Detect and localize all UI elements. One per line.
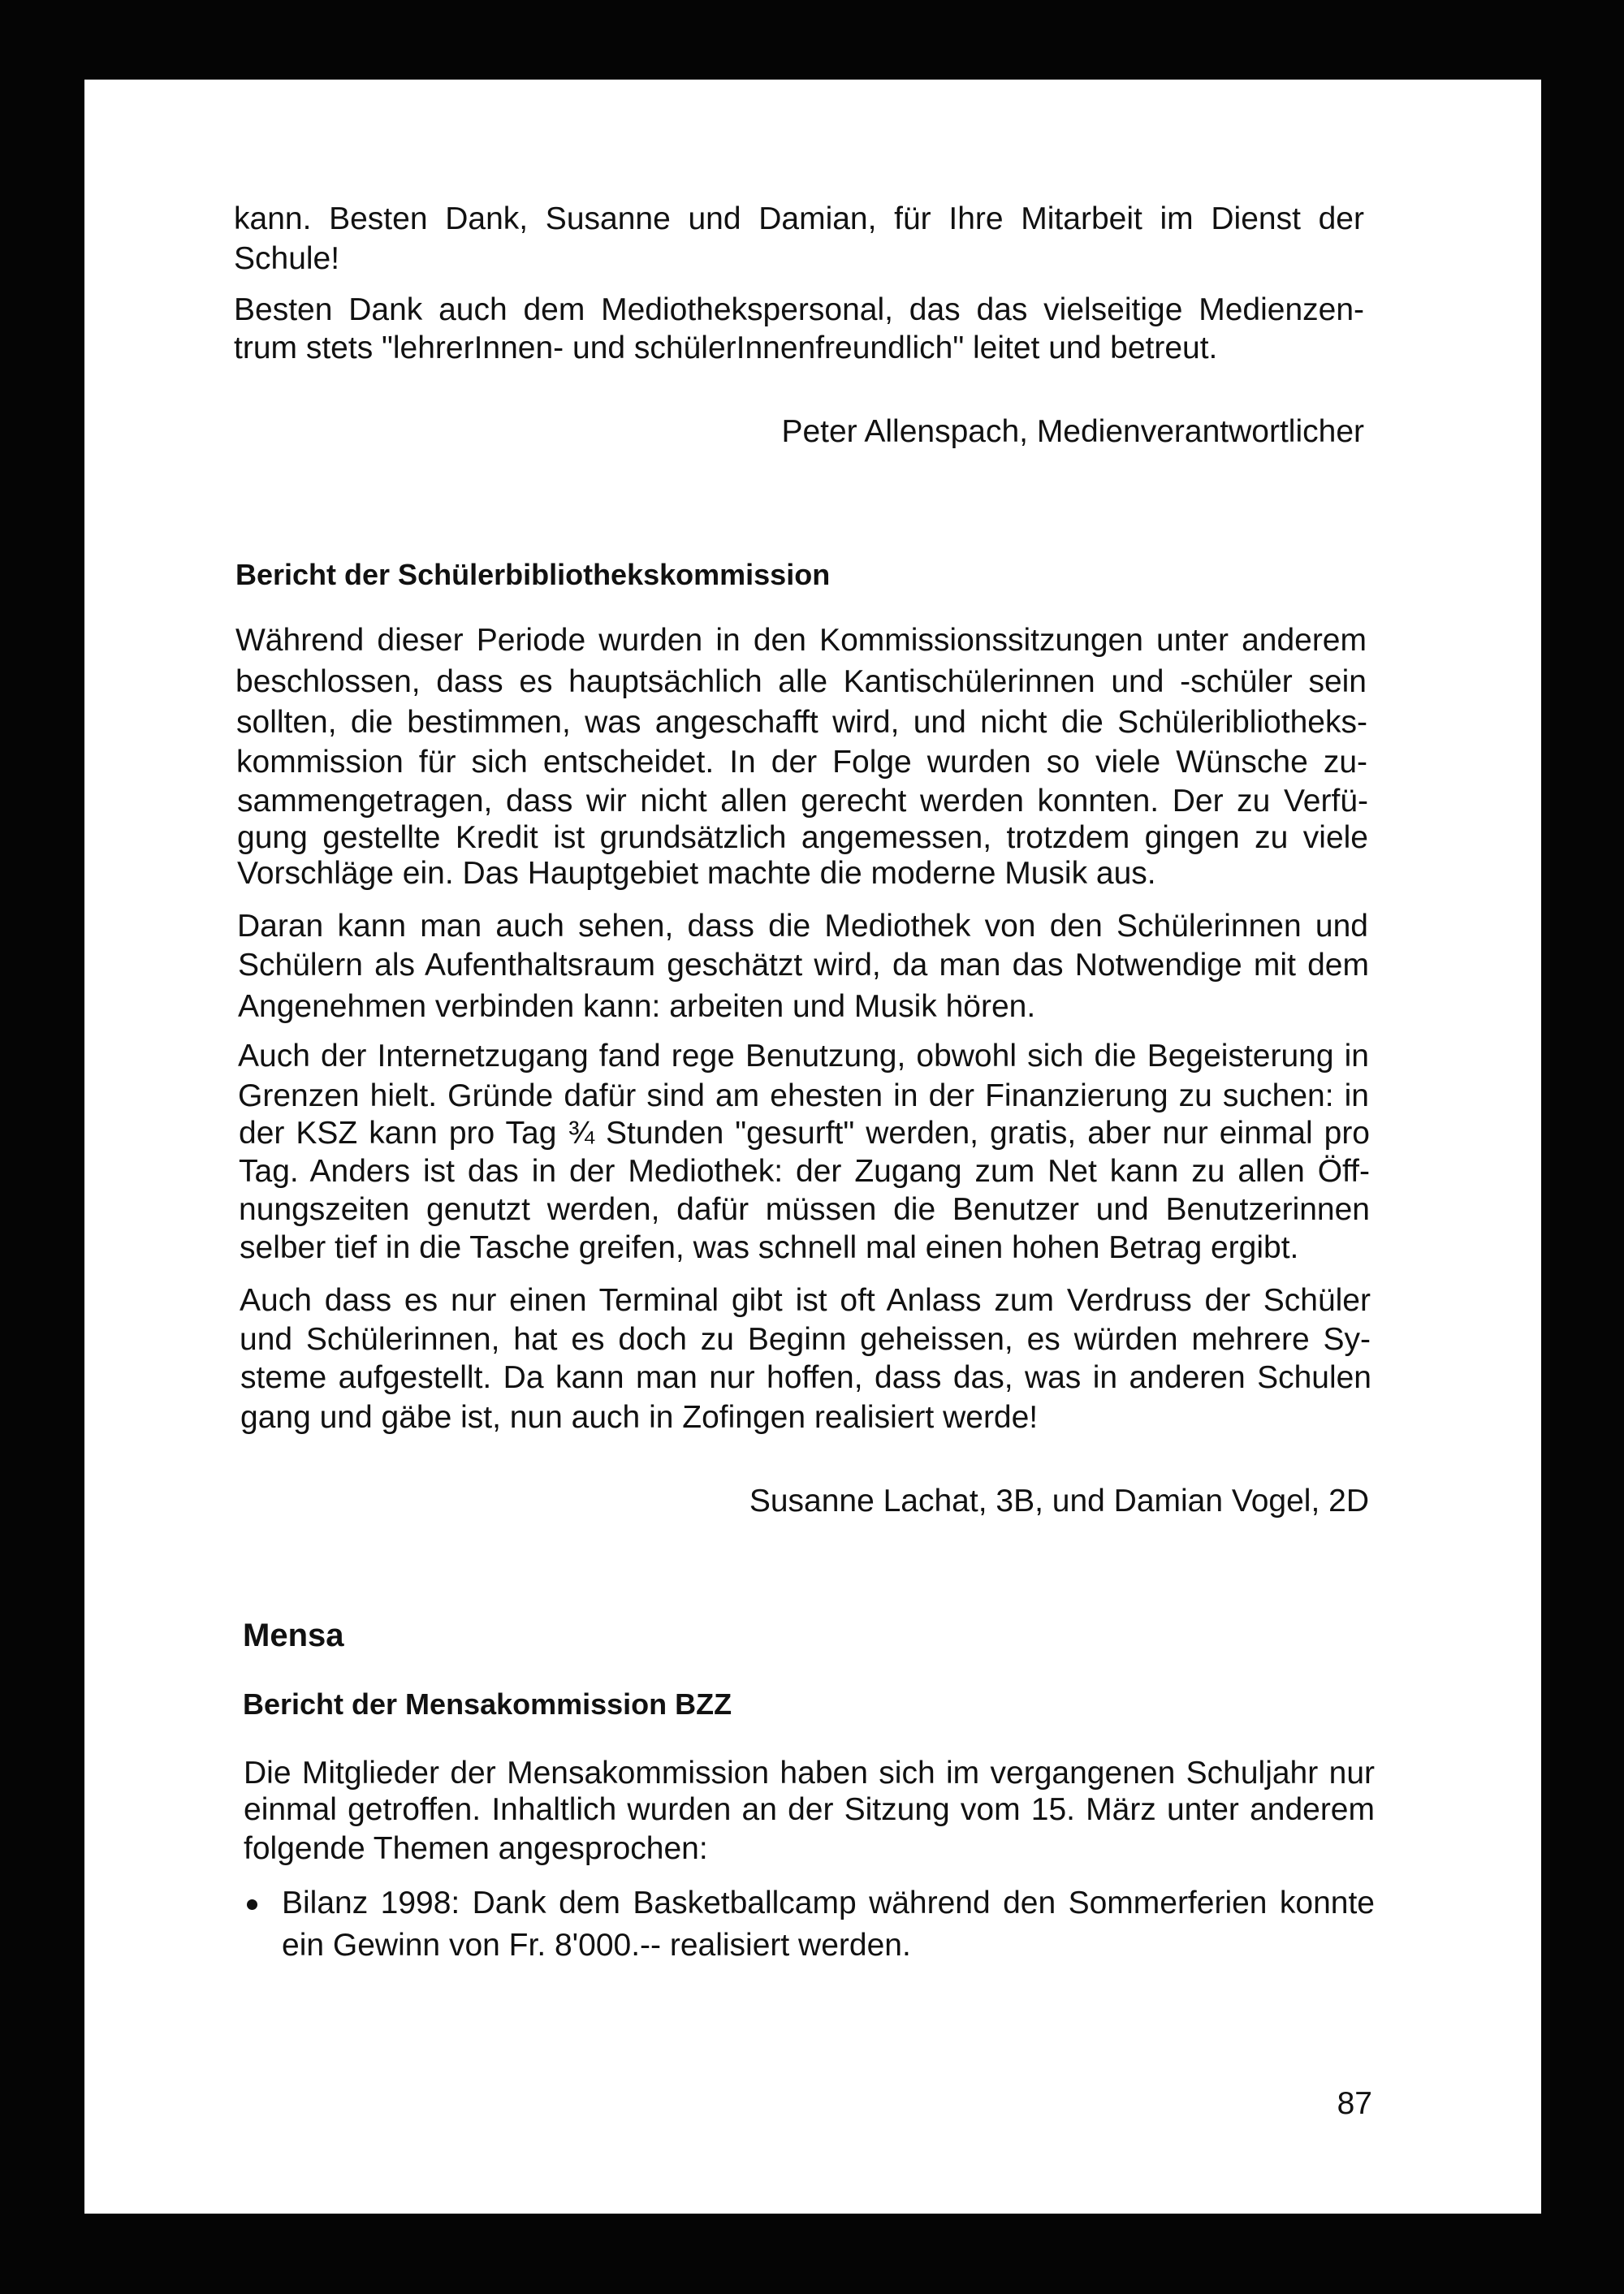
- list-item-line: ein Gewinn von Fr. 8'000.-- realisiert werden.: [282, 1928, 911, 1963]
- list-item-line: Bilanz 1998: Dank dem Basketballcamp während den Sommerferien konnte: [282, 1886, 1375, 1920]
- paragraph-line: Tag. Anders ist das in der Mediothek: der Zugang zum Net kann zu allen Öff-: [239, 1154, 1370, 1189]
- paragraph-line: Angenehmen verbinden kann: arbeiten und Musik hören.: [238, 989, 1036, 1024]
- section-title: Mensa: [243, 1618, 344, 1653]
- signature: Susanne Lachat, 3B, und Damian Vogel, 2D: [749, 1484, 1369, 1519]
- paragraph-line: Vorschläge ein. Das Hauptgebiet machte die moderne Musik aus.: [237, 856, 1156, 891]
- paragraph-line: Daran kann man auch sehen, dass die Mediothek von den Schülerinnen und: [237, 909, 1368, 944]
- paragraph-line: gang und gäbe ist, nun auch in Zofingen realisiert werde!: [240, 1400, 1039, 1435]
- paragraph-line: kommission für sich entscheidet. In der Folge wurden so viele Wünsche zu-: [236, 745, 1367, 780]
- section-heading: Bericht der Mensakommission BZZ: [243, 1687, 732, 1721]
- signature: Peter Allenspach, Medienverantwortlicher: [781, 414, 1364, 449]
- paragraph-line: trum stets "lehrerInnen- und schülerInnenfreundlich" leitet und betreut.: [234, 330, 1218, 365]
- paragraph-line: sollten, die bestimmen, was angeschafft wird, und nicht die Schüleribliotheks-: [236, 705, 1367, 740]
- paragraph-line: selber tief in die Tasche greifen, was schnell mal einen hohen Betrag ergibt.: [240, 1230, 1299, 1265]
- paragraph-line: Während dieser Periode wurden in den Kommissionssitzungen unter anderem: [235, 623, 1367, 658]
- section-heading: Bericht der Schülerbibliothekskommission: [235, 558, 831, 591]
- paragraph-line: beschlossen, dass es hauptsächlich alle Kantischülerinnen und -schüler sein: [235, 664, 1367, 699]
- paragraph-line: und Schülerinnen, hat es doch zu Beginn geheissen, es würden mehrere Sy-: [240, 1322, 1371, 1357]
- paragraph-line: steme aufgestellt. Da kann man nur hoffen, dass das, was in anderen Schulen: [240, 1360, 1371, 1395]
- page-number: 87: [1337, 2086, 1372, 2121]
- paragraph-line: Grenzen hielt. Gründe dafür sind am ehesten in der Finanzierung zu suchen: in: [238, 1078, 1369, 1113]
- paragraph-line: Besten Dank auch dem Mediothekspersonal, das das vielseitige Medienzen-: [234, 292, 1364, 327]
- paragraph-line: der KSZ kann pro Tag ¾ Stunden "gesurft" werden, gratis, aber nur einmal pro: [239, 1116, 1370, 1151]
- paragraph-line: Auch dass es nur einen Terminal gibt ist oft Anlass zum Verdruss der Schüler: [240, 1283, 1371, 1318]
- paragraph-line: nungszeiten genutzt werden, dafür müssen die Benutzer und Benutzerinnen: [239, 1192, 1370, 1227]
- paragraph-line: Schule!: [234, 241, 340, 276]
- paragraph-line: Auch der Internetzugang fand rege Benutzung, obwohl sich die Begeisterung in: [238, 1039, 1369, 1074]
- bullet-icon: [247, 1899, 257, 1910]
- paragraph-line: gung gestellte Kredit ist grundsätzlich angemessen, trotzdem gingen zu viele: [237, 820, 1368, 855]
- paragraph-line: kann. Besten Dank, Susanne und Damian, für Ihre Mitarbeit im Dienst der: [234, 201, 1364, 236]
- paragraph-line: Die Mitglieder der Mensakommission haben sich im vergangenen Schuljahr nur: [244, 1756, 1375, 1791]
- paragraph-line: Schülern als Aufenthaltsraum geschätzt wird, da man das Notwendige mit dem: [238, 948, 1369, 983]
- paragraph-line: folgende Themen angesprochen:: [244, 1831, 708, 1866]
- paragraph-line: sammengetragen, dass wir nicht allen gerecht werden konnten. Der zu Verfü-: [237, 784, 1368, 819]
- paragraph-line: einmal getroffen. Inhaltlich wurden an der Sitzung vom 15. März unter anderem: [244, 1792, 1375, 1827]
